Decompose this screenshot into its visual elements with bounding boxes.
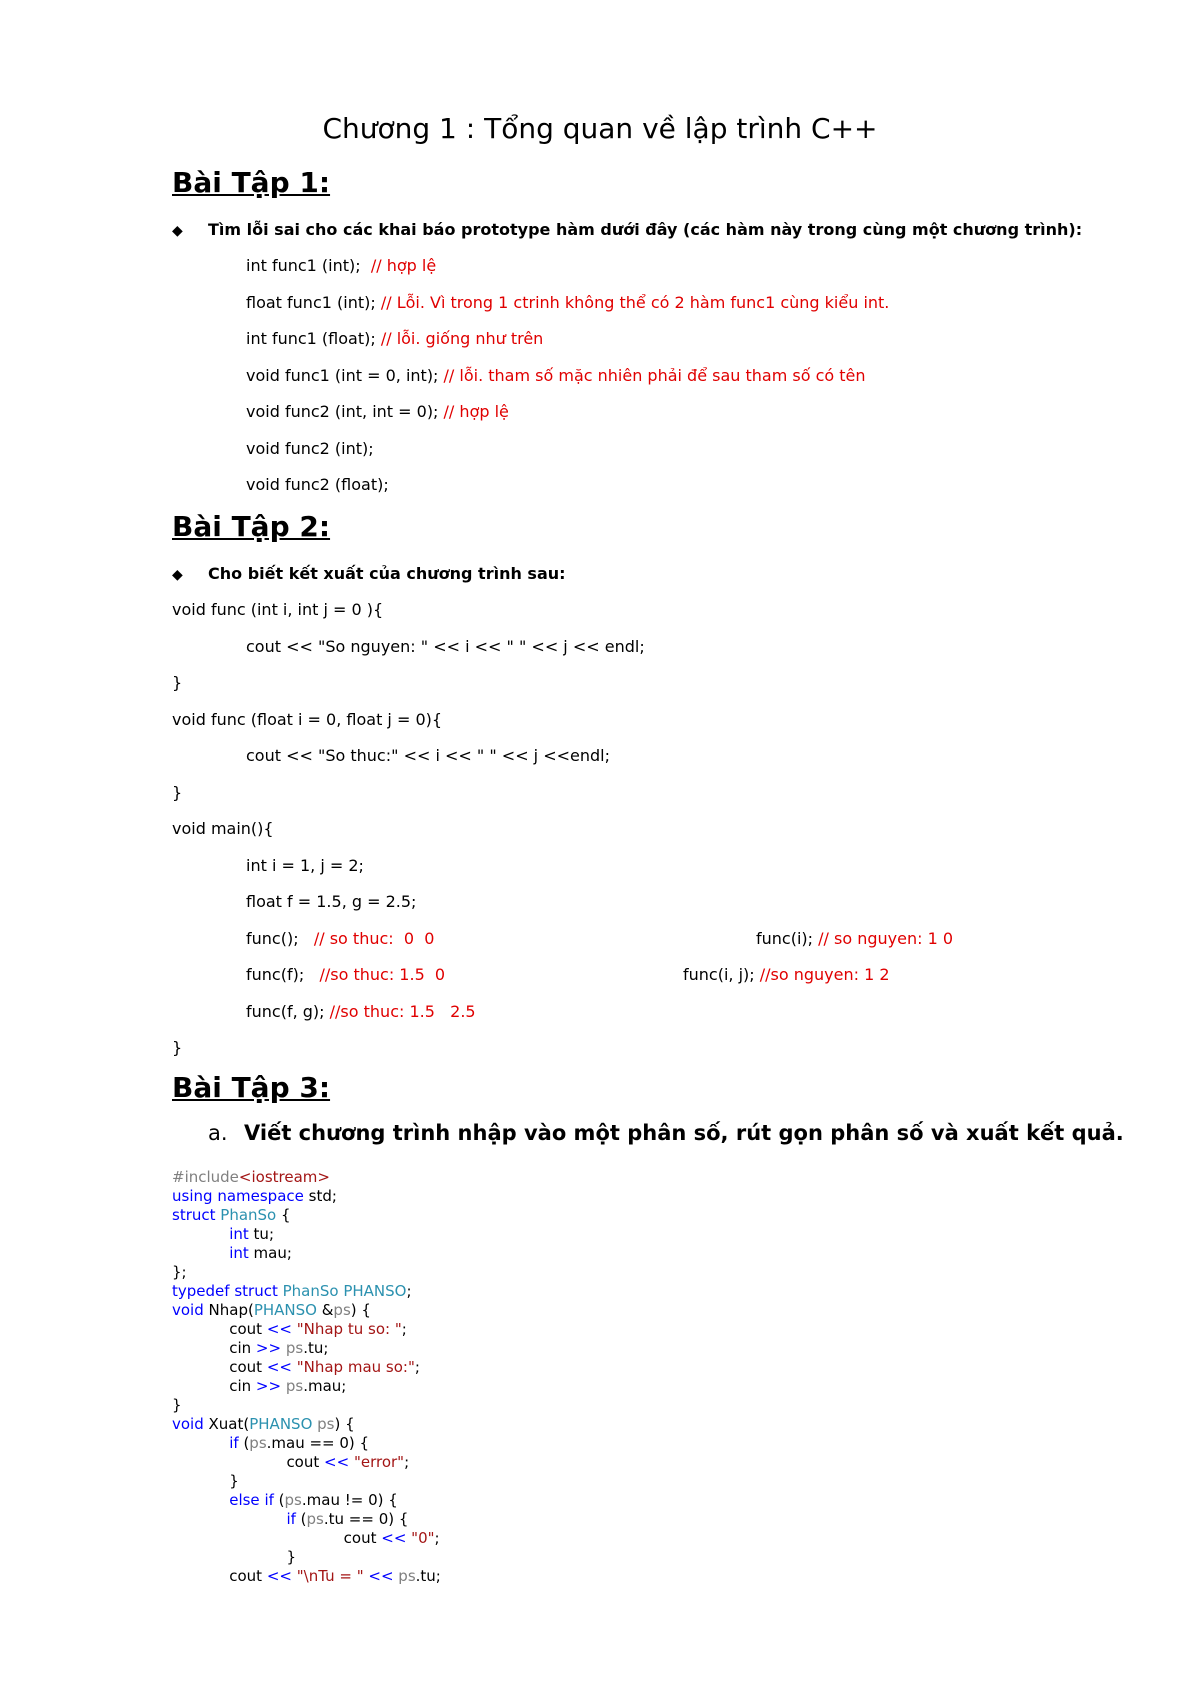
ex1-line: void func2 (int); — [246, 439, 374, 458]
ex2-line: } — [172, 673, 183, 692]
diamond-bullet-icon: ◆ — [172, 223, 183, 239]
ex1-line: void func1 (int = 0, int); // lỗi. tham số mặc nhiên phải để sau tham số có tên — [246, 366, 866, 385]
ex2-line: float f = 1.5, g = 2.5; — [246, 892, 417, 911]
ex2-line: void main(){ — [172, 819, 274, 838]
exercise-3-heading: Bài Tập 3: — [172, 1071, 331, 1104]
ex1-line: int func1 (float); // lỗi. giống như trên — [246, 329, 544, 348]
exercise-3-task: a. Viết chương trình nhập vào một phân số, rút gọn phân số và xuất kết quả. — [208, 1121, 1124, 1145]
ex2-line: void func (float i = 0, float j = 0){ — [172, 710, 443, 729]
ex2-line: cout << "So thuc:" << i << " " << j <<endl; — [246, 746, 610, 765]
ex1-line: void func2 (float); — [246, 475, 389, 494]
ex2-call: func(i, j); //so nguyen: 1 2 — [683, 965, 890, 984]
exercise-2-bullet — [172, 564, 566, 583]
exercise-1-heading: Bài Tập 1: — [172, 166, 331, 199]
ex2-line: void func (int i, int j = 0 ){ — [172, 600, 384, 619]
exercise-2-heading: Bài Tập 2: — [172, 510, 331, 543]
ex2-call: func(f); //so thuc: 1.5 0 — [246, 965, 446, 984]
ex2-call: func(f, g); //so thuc: 1.5 2.5 — [246, 1002, 476, 1021]
code-listing: #include<iostream> using namespace std; struct PhanSo { int tu; int mau; }; typedef struct PhanSo PHANSO; void Nhap(PHANSO &ps) { cout << "Nhap tu so: "; cin >> ps.tu; cout << "Nhap mau so:"; cin >> ps.mau; } void Xuat(PHANSO ps) { if (ps.mau == 0) { cout << "error"; } else if (ps.mau != 0) { if (ps.tu == 0) { cout << "0"; } cout << "\nTu = " << ps.tu; — [172, 1168, 441, 1585]
ex2-line: } — [172, 1038, 183, 1057]
ex2-line: cout << "So nguyen: " << i << " " << j << endl; — [246, 637, 645, 656]
ex1-line: float func1 (int); // Lỗi. Vì trong 1 ctrinh không thể có 2 hàm func1 cùng kiểu int. — [246, 293, 890, 312]
ex1-line: int func1 (int); // hợp lệ — [246, 256, 437, 275]
ex1-line: void func2 (int, int = 0); // hợp lệ — [246, 402, 509, 421]
diamond-bullet-icon: ◆ — [172, 567, 183, 583]
ex2-line: int i = 1, j = 2; — [246, 856, 364, 875]
ex2-line: } — [172, 783, 183, 802]
exercise-1-bullet — [172, 220, 1082, 239]
ex2-call: func(i); // so nguyen: 1 0 — [756, 929, 954, 948]
exercise-1-question: Tìm lỗi sai cho các khai báo prototype hàm dưới đây (các hàm này trong cùng một chương trình): — [208, 220, 1083, 239]
exercise-2-question: Cho biết kết xuất của chương trình sau: — [208, 564, 566, 583]
ex2-call: func(); // so thuc: 0 0 — [246, 929, 435, 948]
page-title: Chương 1 : Tổng quan về lập trình C++ — [322, 112, 878, 145]
